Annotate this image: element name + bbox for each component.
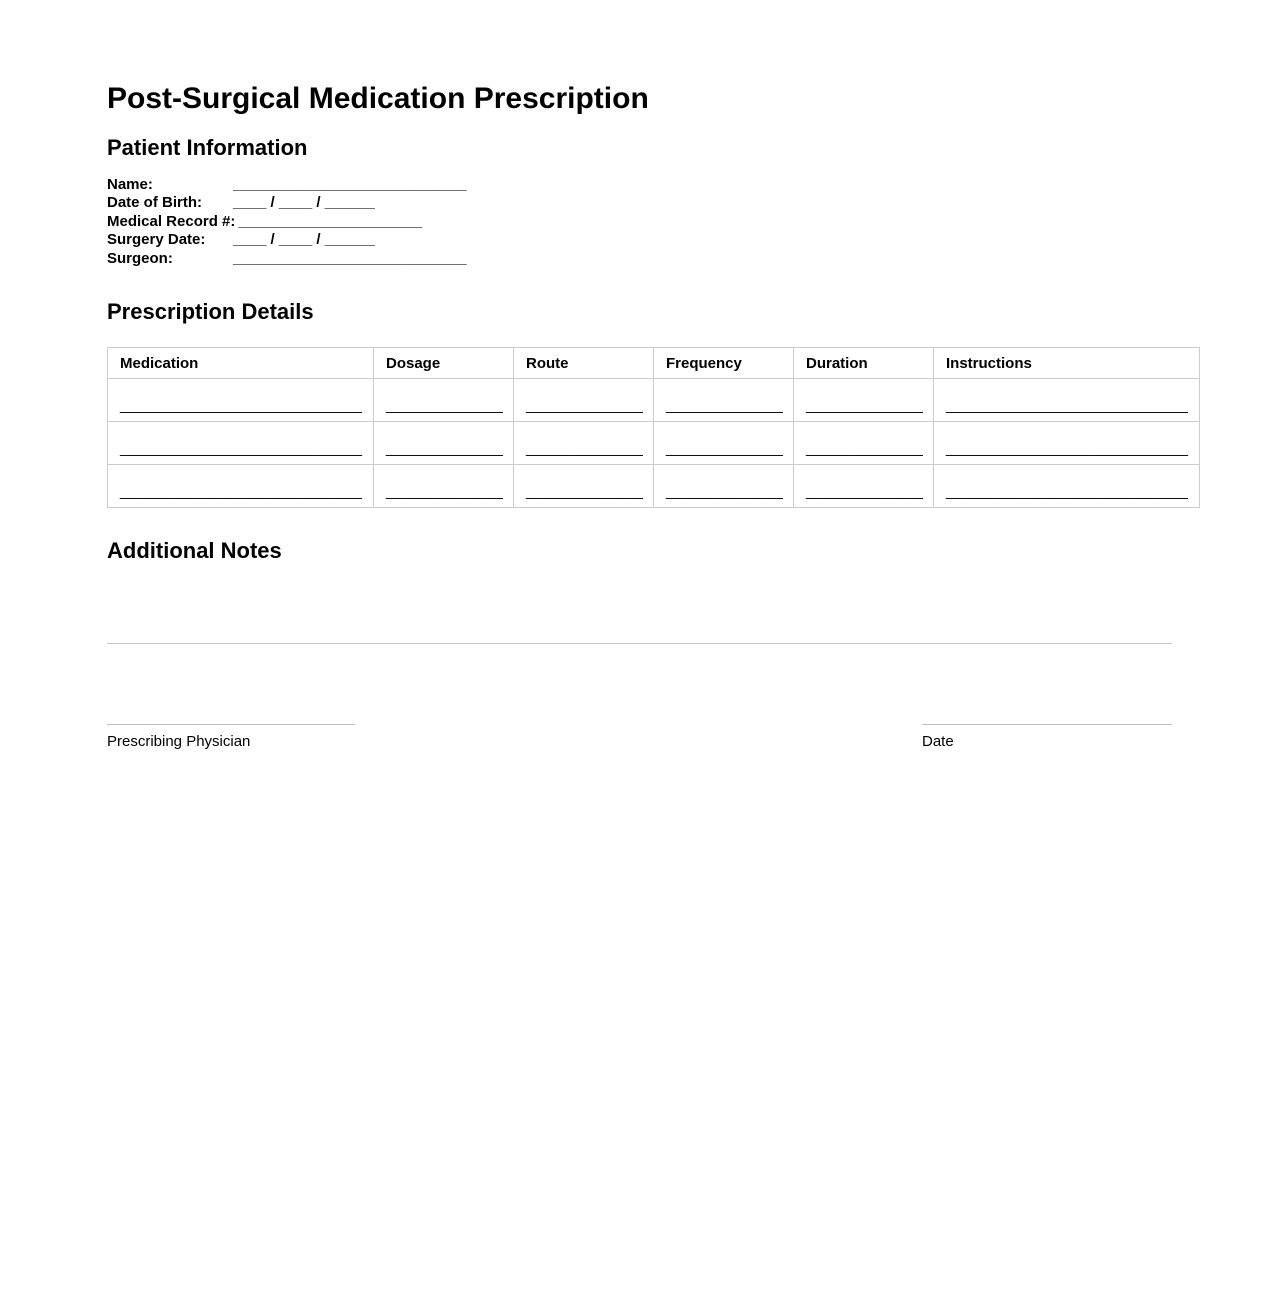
route-blank-cell: ______________ — [514, 379, 654, 422]
field-row-surgeon — [107, 250, 1199, 268]
field-row-date-of-birth — [107, 194, 1199, 212]
field-row-medical-record — [107, 213, 1199, 231]
medication-blank-cell: _____________________________ — [108, 422, 374, 465]
additional-notes-heading: Additional Notes — [107, 538, 282, 564]
column-header-route: Route — [514, 348, 654, 379]
surgeon-label: Surgeon: — [107, 249, 173, 267]
document-title: Post-Surgical Medication Prescription — [107, 82, 649, 115]
column-header-medication: Medication — [108, 348, 374, 379]
date-of-birth-blank-line: ____ / ____ / ______ — [233, 194, 375, 212]
frequency-blank-cell: ______________ — [654, 465, 794, 508]
name-label: Name: — [107, 176, 153, 193]
column-header-instructions: Instructions — [934, 348, 1200, 379]
dosage-blank-cell: ______________ — [374, 465, 514, 508]
date-of-birth-label: Date of Birth: — [107, 194, 202, 212]
column-header-dosage: Dosage — [374, 348, 514, 379]
physician-signature-block — [107, 724, 355, 751]
notes-divider-line — [107, 643, 1172, 644]
physician-signature-label: Prescribing Physician — [107, 733, 251, 751]
patient-information-heading: Patient Information — [107, 135, 308, 160]
frequency-blank-cell: ______________ — [654, 379, 794, 422]
medication-blank-cell: _____________________________ — [108, 379, 374, 422]
date-signature-label: Date — [922, 733, 954, 751]
date-signature-block — [922, 724, 1172, 751]
prescription-table — [107, 347, 1200, 508]
column-header-frequency: Frequency — [654, 348, 794, 379]
dosage-blank-cell: ______________ — [374, 422, 514, 465]
dosage-blank-cell: ______________ — [374, 379, 514, 422]
table-header-row — [108, 348, 1200, 379]
surgery-date-blank-line: ____ / ____ / ______ — [233, 231, 375, 249]
table-row — [108, 465, 1200, 508]
route-blank-cell: ______________ — [514, 465, 654, 508]
duration-blank-cell: ______________ — [794, 465, 934, 508]
surgeon-blank-line: ____________________________ — [233, 249, 467, 267]
name-blank-line: ____________________________ — [233, 176, 467, 193]
instructions-blank-cell: _____________________________ — [934, 465, 1200, 508]
signature-row — [107, 724, 1172, 751]
medication-blank-cell: _____________________________ — [108, 465, 374, 508]
instructions-blank-cell: _____________________________ — [934, 422, 1200, 465]
frequency-blank-cell: ______________ — [654, 422, 794, 465]
instructions-blank-cell: _____________________________ — [934, 379, 1200, 422]
duration-blank-cell: ______________ — [794, 422, 934, 465]
prescription-details-heading: Prescription Details — [107, 299, 314, 325]
table-row — [108, 422, 1200, 465]
field-row-name — [107, 176, 1199, 194]
column-header-duration: Duration — [794, 348, 934, 379]
medical-record-label: Medical Record #: — [107, 212, 236, 230]
table-row — [108, 379, 1200, 422]
medical-record-blank-line: ______________________ — [238, 212, 422, 230]
duration-blank-cell: ______________ — [794, 379, 934, 422]
route-blank-cell: ______________ — [514, 422, 654, 465]
surgery-date-label: Surgery Date: — [107, 231, 206, 249]
field-row-surgery-date — [107, 231, 1199, 249]
patient-information-fields — [107, 176, 1199, 268]
